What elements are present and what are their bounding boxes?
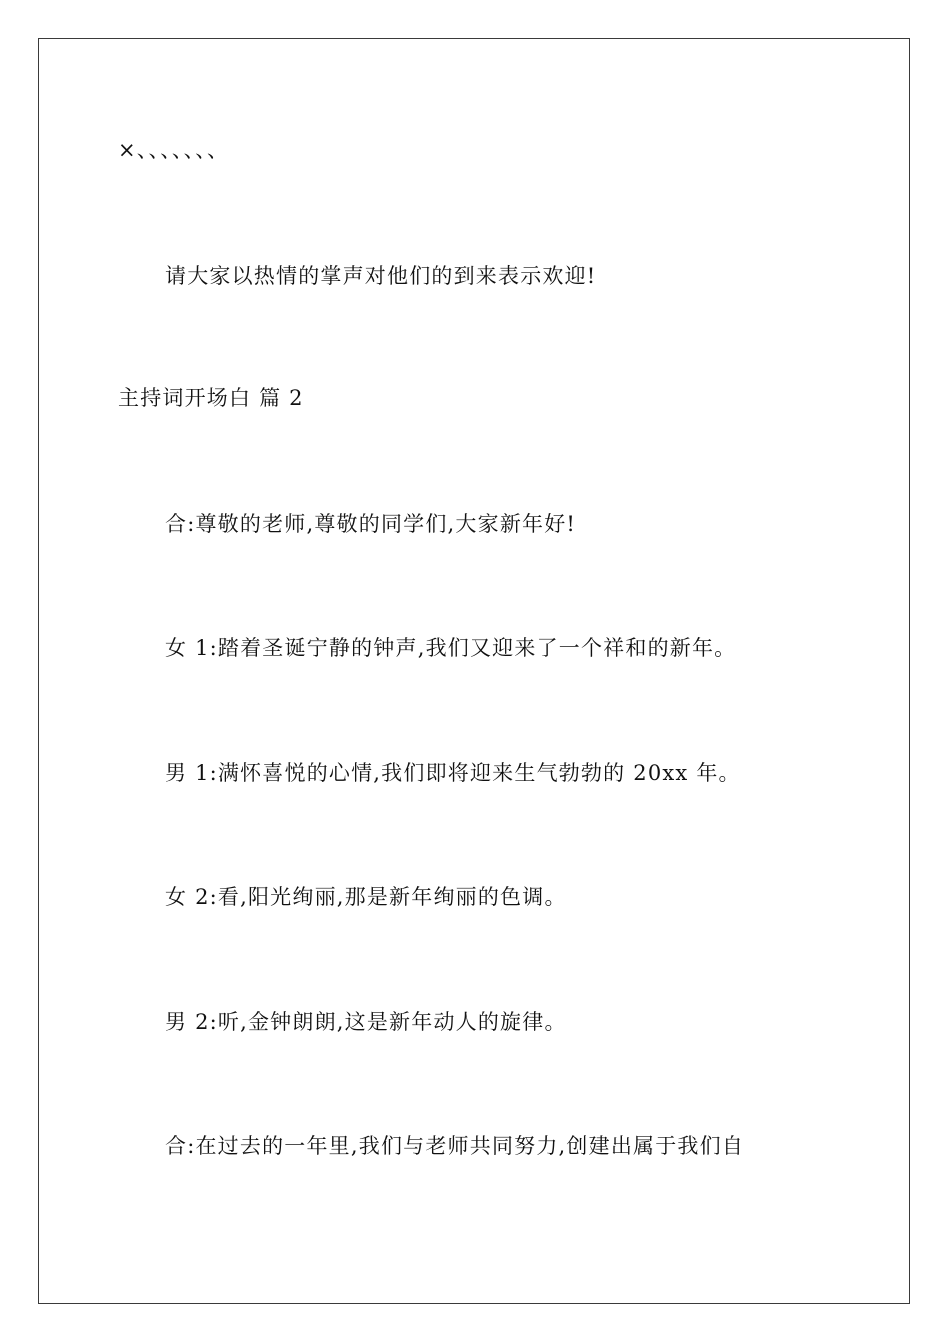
dialogue-line-chorus-past-year: 合:在过去的一年里,我们与老师共同努力,创建出属于我们自 [165, 1134, 745, 1158]
dialogue-line-chorus-greeting: 合:尊敬的老师,尊敬的同学们,大家新年好! [165, 512, 577, 536]
dialogue-line-male-1: 男 1:满怀喜悦的心情,我们即将迎来生气勃勃的 20xx 年。 [165, 761, 741, 785]
welcome-line: 请大家以热情的掌声对他们的到来表示欢迎! [165, 264, 597, 288]
dialogue-line-female-2: 女 2:看,阳光绚丽,那是新年绚丽的色调。 [165, 885, 567, 909]
section-heading: 主持词开场白 篇 2 [118, 386, 304, 410]
dialogue-line-male-2: 男 2:听,金钟朗朗,这是新年动人的旋律。 [165, 1010, 567, 1034]
dialogue-line-female-1: 女 1:踏着圣诞宁静的钟声,我们又迎来了一个祥和的新年。 [165, 636, 737, 660]
separator-marks-line: ×、、、、、、、 [118, 138, 230, 162]
page-frame [38, 38, 910, 1304]
